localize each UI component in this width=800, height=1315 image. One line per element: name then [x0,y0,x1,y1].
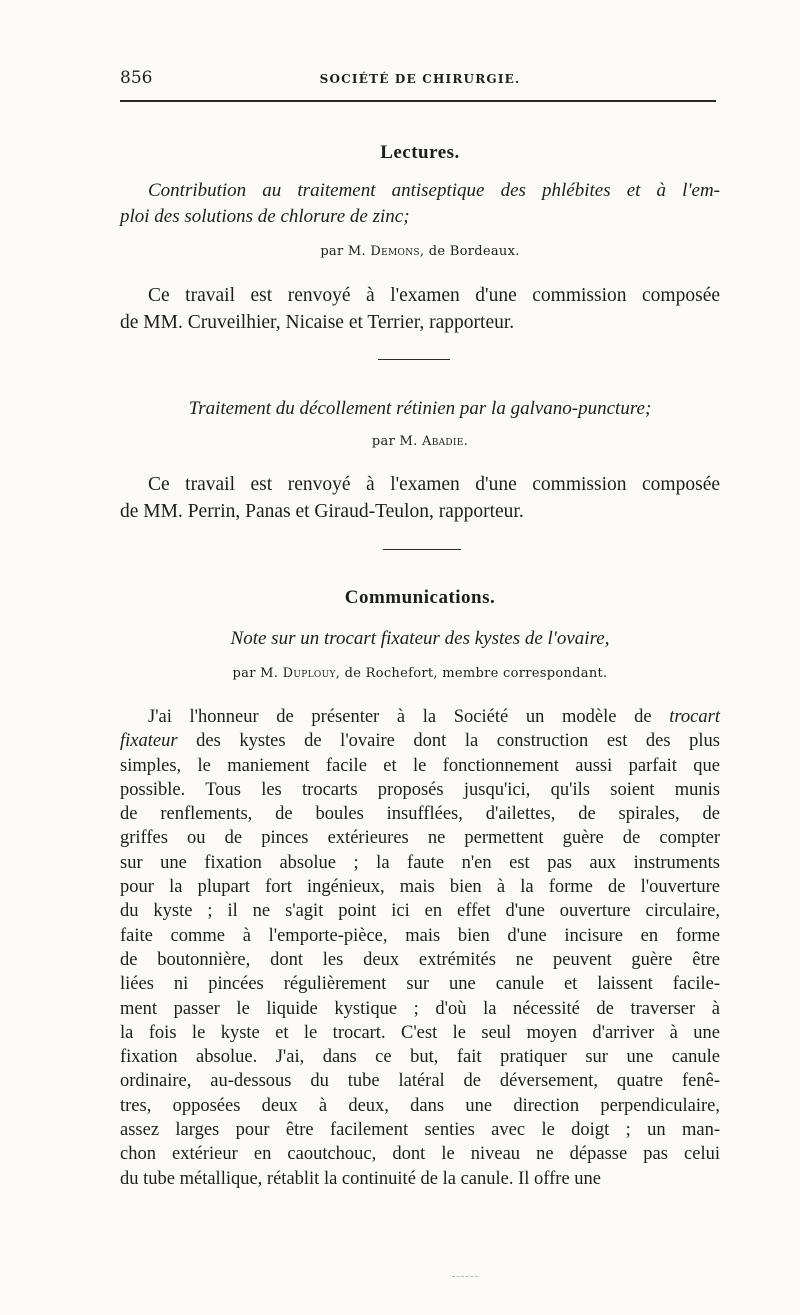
body-line [120,924,720,948]
body-line [120,826,720,850]
italic-term: fixateur [120,731,178,752]
text-run: de boutonnière, dont les deux extrémités ne peuvent guère être [120,949,720,970]
text-run: griffes ou de pinces extérieures ne permettent guère de compter [120,828,720,849]
body-line [120,875,720,899]
text-run: de renflements, de boules insufflées, d'ailettes, de spirales, de [120,804,720,825]
text-run: du tube métallique, rétablit la continuité de la canule. Il offre une [120,1168,601,1189]
body-line [120,1021,720,1045]
body-line [120,851,720,875]
text-run: assez larges pour être facilement senties avec le doigt ; un man- [120,1120,720,1141]
body-line [120,1069,720,1093]
body-line [120,802,720,826]
body-line [120,997,720,1021]
author-name: Duplouy [282,666,336,681]
lecture2-text [120,471,720,525]
body-line [120,1167,720,1191]
text-run: chon extérieur en caoutchouc, dont le niveau ne dépasse pas celui [120,1144,720,1165]
body-line [120,948,720,972]
separator-rule [378,359,450,360]
byline-prefix: par M. [371,434,422,449]
body-line [120,1118,720,1142]
body-line [120,1045,720,1069]
byline-prefix: par M. [232,666,283,681]
text-run: possible. Tous les trocarts proposés jusqu'ici, qu'ils soient munis [120,779,720,800]
footer-mark [452,1276,478,1277]
text-run: tres, opposées deux à deux, dans une direction perpendiculaire, [120,1095,720,1116]
body-line [120,1142,720,1166]
header-rule [120,100,716,102]
communication-title: Note sur un trocart fixateur des kystes de l'ovaire, [230,628,610,649]
section-heading-communications: Communications. [344,587,496,608]
body-line [120,754,720,778]
text-run: des kystes de l'ovaire dont la construction est des plus [177,731,720,752]
body-line [120,705,720,729]
lecture1-text-line1: Ce travail est renvoyé à l'examen d'une commission composée [148,285,720,306]
page-number: 856 [120,68,153,88]
body-line [120,729,720,753]
lecture1-byline [120,244,720,259]
communication-body [120,705,720,1191]
lecture1-title-line1: Contribution au traitement antiseptique des phlébites et à l'em- [148,180,720,201]
communication-byline [120,666,720,681]
running-title: SOCIÉTÉ DE CHIRURGIE. [319,72,521,86]
text-run: faite comme à l'emporte-pièce, mais bien d'une incisure en forme [120,925,720,946]
lecture2-byline [120,434,720,449]
author-name: Demons [370,244,420,259]
byline-suffix: , de Rochefort, membre correspondant. [335,666,608,681]
body-line [120,1094,720,1118]
text-run: pour la plupart fort ingénieux, mais bien à la forme de l'ouverture [120,877,720,898]
text-run: ment passer le liquide kystique ; d'où la nécessité de traverser à [120,998,720,1019]
byline-prefix: par M. [320,244,371,259]
byline-suffix: . [463,434,469,449]
text-run: ordinaire, au-dessous du tube latéral de déversement, quatre fenê- [120,1071,720,1092]
text-run: fixation absolue. J'ai, dans ce but, fait pratiquer sur une canule [120,1047,720,1068]
body-line [120,899,720,923]
lecture1-title [120,178,720,230]
text-run: simples, le maniement facile et le fonctionnement aussi parfait que [120,755,720,776]
lecture1-title-line2: ploi des solutions de chlorure de zinc; [120,206,410,227]
lecture1-text-line2: de MM. Cruveilhier, Nicaise et Terrier, rapporteur. [120,312,515,333]
lecture2-title: Traitement du décollement rétinien par la galvano-puncture; [188,398,652,419]
text-run: du kyste ; il ne s'agit point ici en effet d'une ouverture circulaire, [120,901,720,922]
lecture2-text-line1: Ce travail est renvoyé à l'examen d'une commission composée [148,474,720,495]
body-line [120,972,720,996]
byline-suffix: , de Bordeaux. [419,244,520,259]
separator-rule [383,549,461,550]
text-run: sur une fixation absolue ; la faute n'en est pas aux instruments [120,852,720,873]
italic-term: trocart [669,707,720,727]
section-heading-lectures: Lectures. [380,142,460,163]
text-run: J'ai l'honneur de présenter à la Société un modèle de [148,707,670,727]
author-name: Abadie [422,434,464,449]
running-head [120,62,720,92]
lecture2-text-line2: de MM. Perrin, Panas et Giraud-Teulon, rapporteur. [120,501,524,522]
text-run: liées ni pincées régulièrement sur une canule et laissent facile- [120,974,720,995]
body-line [120,778,720,802]
lecture1-text [120,282,720,336]
text-run: la fois le kyste et le trocart. C'est le seul moyen d'arriver à une [120,1022,720,1043]
